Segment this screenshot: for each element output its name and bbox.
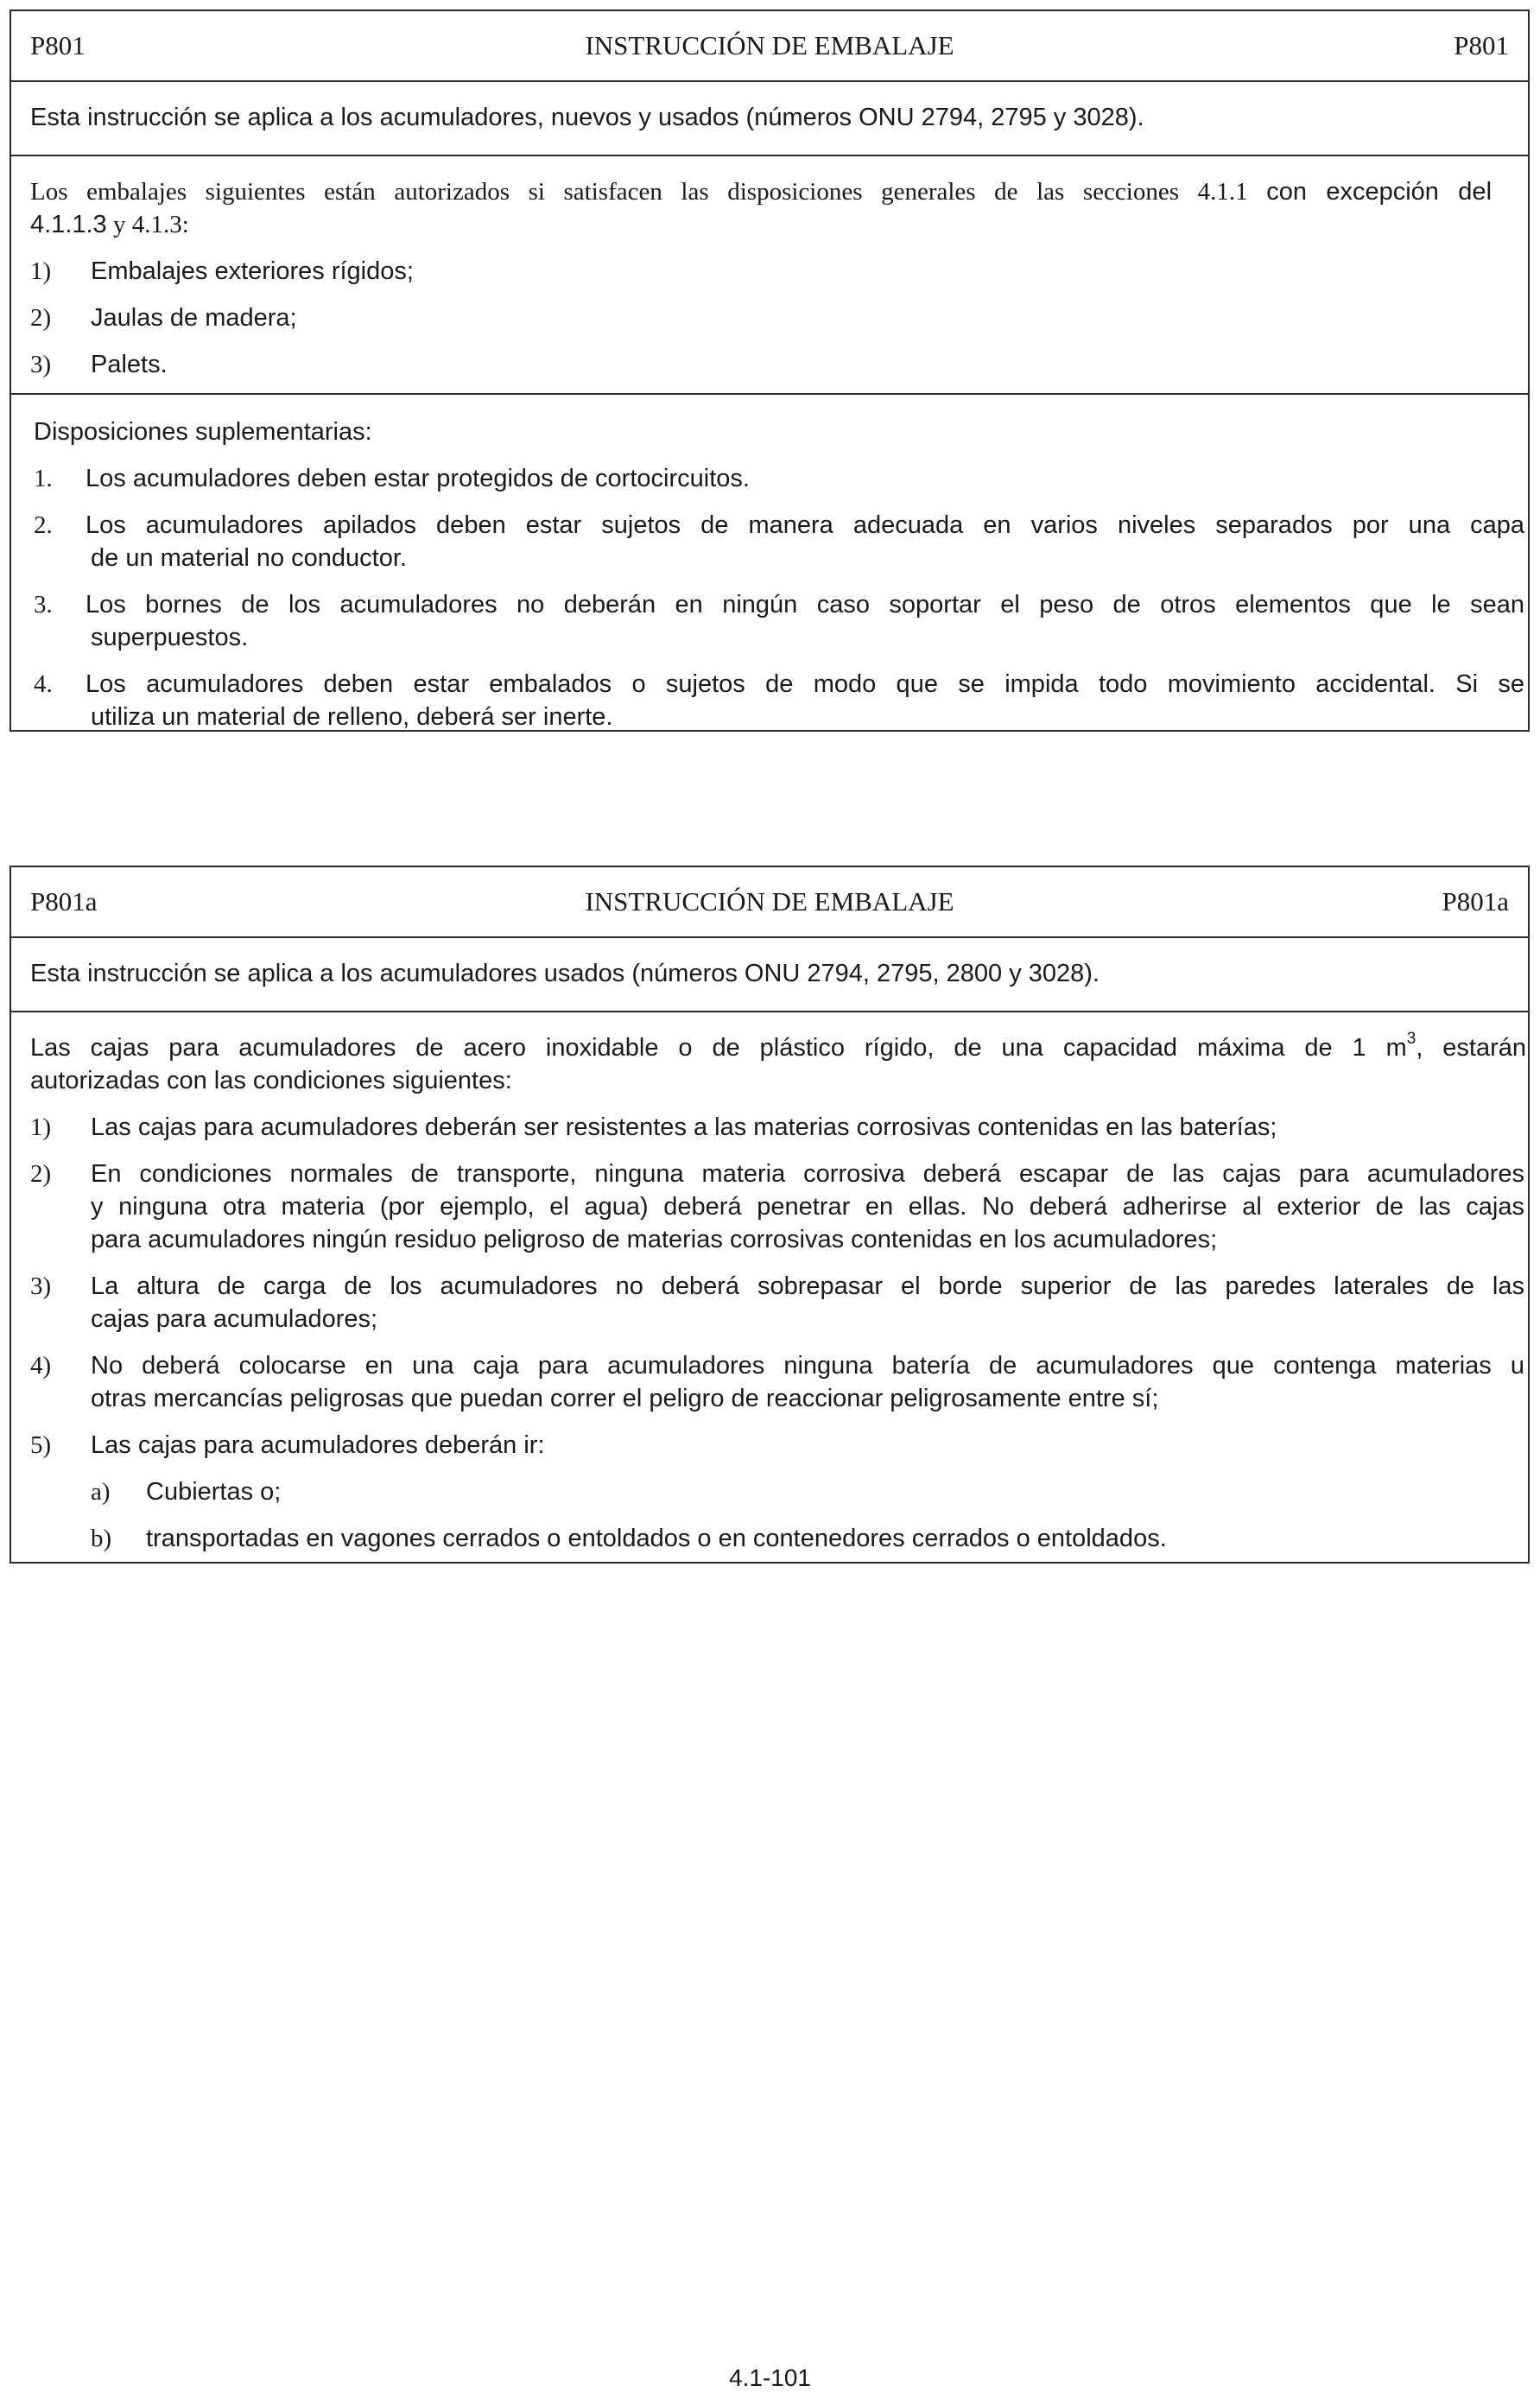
p801-intro-line1 (30, 175, 1492, 208)
p801a-header (11, 867, 1528, 936)
p801-intro-line2 (30, 208, 189, 241)
p801a-code-right: P801a (1442, 886, 1509, 917)
p801-packaging-item: Embalajes exteriores rígidos; (91, 257, 414, 285)
p801-supp-item: Los bornes de los acumuladores no deberán en ningún caso soportar el peso de otros elementos que le sean (86, 591, 1524, 619)
p801a-condition-item: Las cajas para acumuladores deberán ir: (91, 1431, 545, 1459)
p801-title: INSTRUCCIÓN DE EMBALAJE (585, 30, 954, 60)
p801-supp-item-cont: superpuestos. (91, 624, 249, 651)
p801a-condition-item: Las cajas para acumuladores deberán ser resistentes a las materias corrosivas contenidas en las baterías; (91, 1113, 1277, 1141)
p801a-sub-item: Cubiertas o; (146, 1478, 282, 1506)
p801-supp-item-cont: de un material no conductor. (91, 544, 407, 572)
page-number: 4.1-101 (729, 2364, 811, 2391)
p801a-condition-item: No deberá colocarse en una caja para acumuladores ninguna batería de acumuladores que contenga materias u (91, 1352, 1524, 1380)
p801-supp-num: 3. (34, 591, 53, 619)
p801-supplementary-row (11, 393, 1528, 730)
p801a-condition-num: 5) (30, 1431, 52, 1459)
p801a-condition-num: 3) (30, 1272, 52, 1300)
p801-supp-item: Los acumuladores deben estar embalados o sujetos de modo que se impida todo movimiento accidental. Si se (86, 670, 1524, 698)
p801a-table (10, 866, 1530, 1564)
p801a-condition-item-cont: otras mercancías peligrosas que puedan correr el peligro de reaccionar peligrosamente entre sí; (91, 1385, 1159, 1412)
p801a-condition-item: En condiciones normales de transporte, ninguna materia corrosiva deberá escapar de las cajas para acumuladores (91, 1160, 1524, 1188)
p801a-condition-num: 2) (30, 1160, 52, 1188)
p801-code-left: P801 (30, 30, 86, 60)
p801-applies-text: Esta instrucción se aplica a los acumuladores, nuevos y usados (números ONU 2794, 2795 y 3028). (30, 104, 1144, 131)
p801-intro-ref-tail: y 4.1.3: (112, 211, 189, 238)
p801a-title: INSTRUCCIÓN DE EMBALAJE (585, 886, 954, 917)
p801-intro-sans: con excepción del (1266, 178, 1492, 206)
p801a-intro-line1 (30, 1031, 1526, 1064)
p801-supp-num: 4. (34, 670, 53, 698)
p801-packagings-row (11, 155, 1528, 393)
p801a-condition-item-cont: para acumuladores ningún residuo peligroso de materias corrosivas contenidas en los acumuladores; (91, 1226, 1218, 1253)
p801-header (11, 11, 1528, 80)
p801a-intro-tail: , estarán (1416, 1034, 1527, 1062)
p801-supp-item: Los acumuladores deben estar protegidos de cortocircuitos. (86, 465, 750, 492)
p801-table (10, 10, 1530, 732)
p801-packaging-num: 2) (30, 304, 52, 332)
p801-supp-item: Los acumuladores apilados deben estar sujetos de manera adecuada en varios niveles separados por una capa (86, 511, 1524, 539)
p801a-intro-text: Las cajas para acumuladores de acero inoxidable o de plástico rígido, de una capacidad máxima de 1 m (30, 1034, 1407, 1062)
p801a-intro-line2: autorizadas con las condiciones siguientes: (30, 1067, 512, 1094)
p801a-intro-sup: 3 (1406, 1030, 1416, 1049)
p801a-sub-num: b) (91, 1525, 112, 1552)
p801a-sub-num: a) (91, 1478, 111, 1506)
p801-supp-item-cont: utiliza un material de relleno, deberá ser inerte. (91, 703, 613, 731)
p801a-condition-item-cont: y ninguna otra materia (por ejemplo, el agua) deberá penetrar en ellas. No deberá adherirse al exterior de las cajas (91, 1193, 1524, 1221)
p801-packaging-item: Palets. (91, 351, 168, 378)
p801a-condition-num: 4) (30, 1352, 52, 1380)
p801-intro-ref: 4.1.1.3 (30, 211, 107, 238)
p801-code-right: P801 (1454, 30, 1509, 60)
p801-intro-serif: Los embalajes siguientes están autorizados si satisfacen las disposiciones generales de las secciones 4.1.1 (30, 178, 1248, 206)
p801-applies-row (11, 80, 1528, 155)
p801a-code-left: P801a (30, 886, 98, 917)
p801a-applies-row (11, 936, 1528, 1011)
p801a-conditions-row (11, 1011, 1528, 1562)
p801-packaging-num: 1) (30, 257, 52, 285)
p801a-applies-text: Esta instrucción se aplica a los acumuladores usados (números ONU 2794, 2795, 2800 y 3028). (30, 960, 1100, 987)
p801a-condition-item: La altura de carga de los acumuladores no deberá sobrepasar el borde superior de las paredes laterales de las (91, 1272, 1524, 1300)
p801-supp-num: 2. (34, 511, 53, 539)
p801-supp-heading: Disposiciones suplementarias: (34, 418, 372, 446)
p801a-sub-item: transportadas en vagones cerrados o entoldados o en contenedores cerrados o entoldados. (146, 1525, 1167, 1552)
p801-packaging-num: 3) (30, 351, 52, 378)
p801a-condition-num: 1) (30, 1113, 52, 1141)
p801-supp-num: 1. (34, 465, 53, 492)
p801a-condition-item-cont: cajas para acumuladores; (91, 1305, 378, 1333)
p801-packaging-item: Jaulas de madera; (91, 304, 297, 332)
